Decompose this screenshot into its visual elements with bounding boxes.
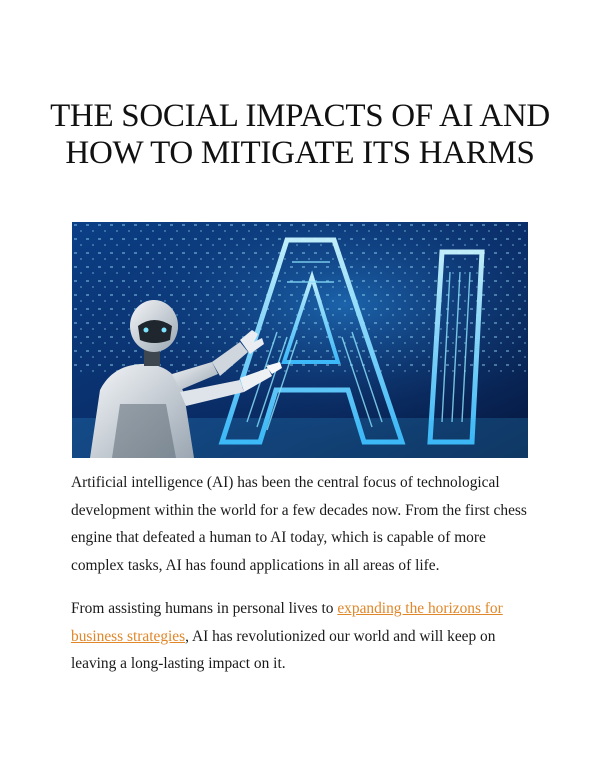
intro-paragraph: Artificial intelligence (AI) has been the central focus of technological development within the world for a few decades now. From the first chess engine that defeated a human to AI today, which is capable of more complex tasks, AI has found applications in all areas of life. (71, 474, 527, 574)
second-paragraph-after: , AI has revolutionized our world and will keep on leaving a long-lasting impact on it. (71, 627, 496, 672)
business-strategies-link[interactable]: expanding the horizons for business strategies (71, 600, 503, 645)
page-title: THE SOCIAL IMPACTS OF AI AND HOW TO MITIGATE ITS HARMS (50, 98, 550, 171)
second-paragraph-before: From assisting humans in personal lives to (71, 600, 338, 617)
robot-ai-illustration (72, 222, 528, 458)
second-paragraph (71, 595, 531, 678)
hero-image (72, 222, 528, 458)
